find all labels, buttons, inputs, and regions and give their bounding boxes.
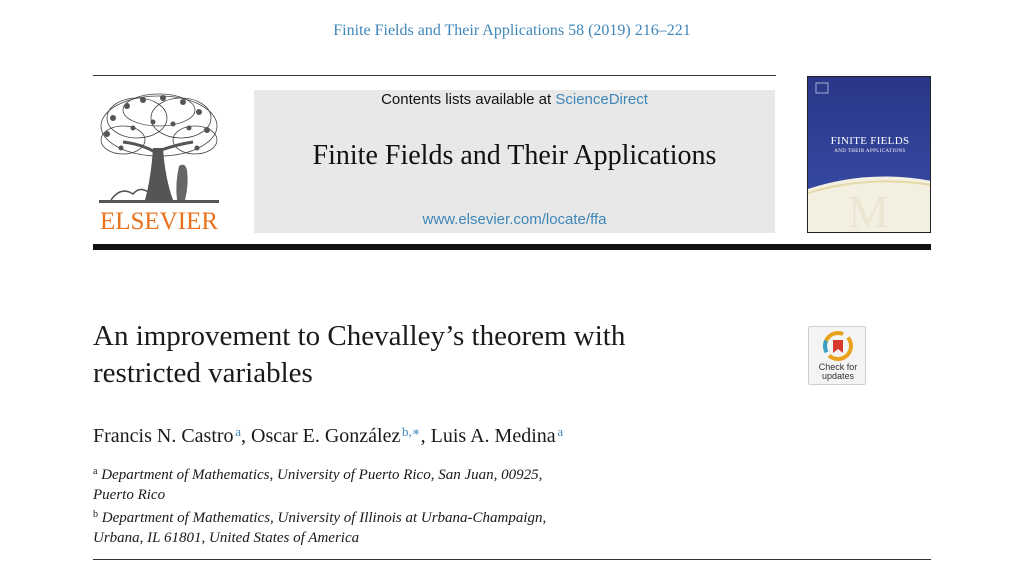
author-name[interactable]: Luis A. Medina: [430, 425, 556, 447]
cover-subtitle: AND THEIR APPLICATIONS: [834, 149, 906, 154]
article-title: [93, 318, 773, 392]
svg-text:M: M: [848, 186, 889, 234]
affiliations: [93, 462, 793, 548]
badge-line1: Check for: [818, 362, 858, 372]
journal-cover[interactable]: [807, 76, 931, 233]
header-thick-rule: [93, 244, 931, 250]
header-rule: [93, 75, 776, 76]
journal-url-link[interactable]: www.elsevier.com/locate/ffa: [422, 211, 607, 228]
affiliation-mark: b: [93, 509, 98, 520]
affiliation-item: [93, 462, 793, 486]
affiliation-text-cont: Puerto Rico: [93, 486, 166, 503]
journal-banner: [254, 90, 775, 233]
author-affiliation-mark[interactable]: a: [235, 424, 241, 439]
author-separator: ,: [420, 425, 431, 447]
contents-line: [254, 91, 775, 108]
affiliation-item: [93, 505, 793, 529]
elsevier-wordmark[interactable]: ELSEVIER: [99, 208, 219, 235]
affiliation-text: Department of Mathematics, University of Illinois at Urbana-Champaign,: [101, 510, 547, 526]
journal-citation[interactable]: Finite Fields and Their Applications 58 (2019) 216–221: [333, 22, 691, 39]
cover-art-icon: [808, 77, 931, 233]
footer-rule: [93, 559, 931, 560]
author-name[interactable]: Francis N. Castro: [93, 425, 234, 447]
badge-line2: updates: [821, 371, 855, 381]
author-separator: ,: [241, 425, 251, 447]
contents-prefix: Contents lists available at: [381, 91, 552, 108]
affiliation-mark: a: [93, 466, 98, 477]
cover-title: FINITE FIELDS: [830, 135, 910, 147]
article-title-line1: An improvement to Chevalley’s theorem with: [93, 320, 626, 352]
author-affiliation-mark[interactable]: b,∗: [402, 424, 421, 439]
badge-text: [809, 363, 867, 381]
author-list: [93, 424, 813, 448]
affiliation-text: Department of Mathematics, University of Puerto Rico, San Juan, 00925,: [101, 467, 543, 483]
check-for-updates-icon: [823, 331, 853, 361]
sciencedirect-link[interactable]: ScienceDirect: [555, 91, 648, 108]
check-for-updates-button[interactable]: [808, 326, 866, 385]
article-title-line2: restricted variables: [93, 357, 313, 389]
affiliation-text-cont: Urbana, IL 61801, United States of America: [93, 529, 360, 546]
journal-name: Finite Fields and Their Applications: [312, 140, 717, 171]
author-affiliation-mark[interactable]: a: [557, 424, 564, 439]
author-name[interactable]: Oscar E. González: [251, 425, 401, 447]
